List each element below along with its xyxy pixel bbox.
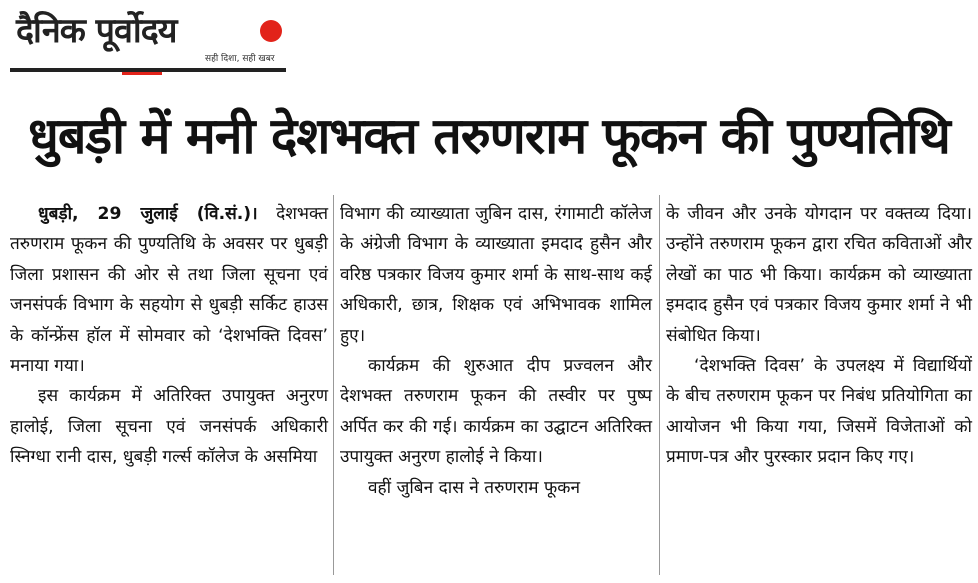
paragraph-3: कार्यक्रम की शुरुआत दीप प्रज्वलन और देशभक्त तरुणराम फूकन की तस्वीर पर पुष्प अर्पित कर की गई। कार्यक्रम का उद्घाटन अतिरिक्त उपायुक्त अनुरण हालोई ने किया।	[340, 356, 652, 468]
article-column-1	[10, 199, 328, 473]
column-divider	[659, 195, 660, 575]
paragraph-4-start: वहीं जुबिन दास ने तरुणराम फूकन	[368, 477, 580, 498]
article-headline: धुबड़ी में मनी देशभक्त तरुणराम फूकन की पुण्यतिथि	[28, 107, 950, 165]
column-divider	[333, 195, 334, 575]
article-column-2	[340, 199, 652, 503]
masthead-red-strip	[122, 72, 162, 75]
paragraph-2-cont: विभाग की व्याख्याता जुबिन दास, रंगामाटी कॉलेज के अंग्रेजी विभाग के व्याख्याता इमदाद हुसैन और वरिष्ठ पत्रकार विजय कुमार शर्मा के साथ-साथ कई अधिकारी, छात्र, शिक्षक एवं अभिभावक शामिल हुए।	[340, 204, 652, 346]
newspaper-tagline: सही दिशा, सही खबर	[205, 54, 275, 64]
dateline: धुबड़ी, 29 जुलाई (वि.सं.)।	[38, 204, 258, 224]
paragraph-5: ‘देशभक्ति दिवस’ के उपलक्ष्य में विद्यार्थियों के बीच तरुणराम फूकन पर निबंध प्रतियोगिता का आयोजन भी किया गया, जिसमें विजेताओं को प्रमाण-पत्र और पुरस्कार प्रदान किए गए।	[666, 356, 972, 468]
newspaper-title: दैनिक पूर्वोदय	[16, 11, 177, 51]
masthead	[10, 8, 286, 72]
red-circle-logo-icon	[260, 20, 282, 42]
paragraph-2-start: इस कार्यक्रम में अतिरिक्त उपायुक्त अनुरण हालोई, जिला सूचना एवं जनसंपर्क अधिकारी स्निग्धा रानी दास, धुबड़ी गर्ल्स कॉलेज के असमिया	[10, 386, 328, 468]
article-column-3	[666, 199, 972, 473]
paragraph-1: देशभक्त तरुणराम फूकन की पुण्यतिथि के अवसर पर धुबड़ी जिला प्रशासन की ओर से तथा जिला सूचना एवं जनसंपर्क विभाग के सहयोग से धुबड़ी सर्किट हाउस के कॉन्फ्रेंस हॉल में सोमवार को ‘देशभक्ति दिवस’ मनाया गया।	[10, 204, 329, 377]
paragraph-4-cont: के जीवन और उनके योगदान पर वक्तव्य दिया। उन्होंने तरुणराम फूकन द्वारा रचित कविताओं और लेखों का पाठ भी किया। कार्यक्रम को व्याख्याता इमदाद हुसैन एवं पत्रकार विजय कुमार शर्मा ने भी संबोधित किया।	[666, 204, 972, 346]
